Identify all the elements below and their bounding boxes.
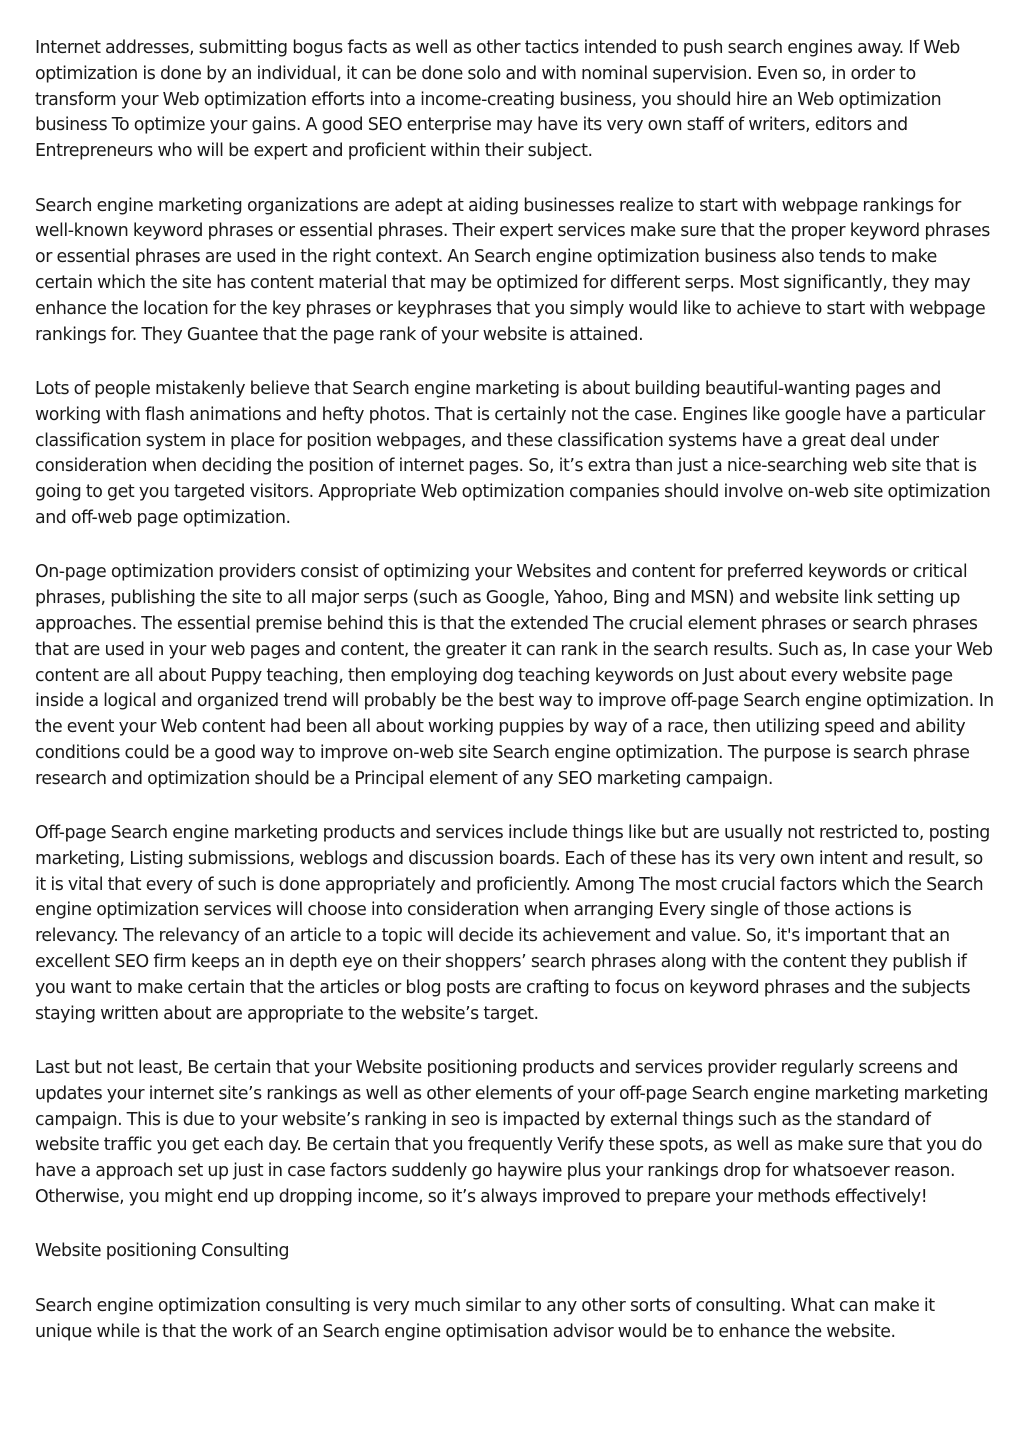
paragraph-1: Internet addresses, submitting bogus facts as well as other tactics intended to push search engines away. If Web optimization is done by an individual, it can be done solo and with nominal supervision. Even so, in order to transform your Web optimization efforts into a income-creating business, you should hire an Web optimization business To optimize your gains. A good SEO enterprise may have its very own staff of writers, editors and Entrepreneurs who will be expert and proficient within their subject. xyxy=(35,38,960,162)
paragraph-6: Last but not least, Be certain that your Website positioning products and services provider regularly screens and updates your internet site’s rankings as well as other elements of your off-page Search engine marketing marketing campaign. This is due to your website’s ranking in seo is impacted by external things such as the standard of website traffic you get each day. Be certain that you frequently Verify these spots, as well as make sure that you do have a approach set up just in case factors suddenly go haywire plus your rankings drop for whatsoever reason. Otherwise, you might end up dropping income, so it’s always improved to prepare your methods effectively! xyxy=(35,1058,989,1208)
paragraph-3: Lots of people mistakenly believe that Search engine marketing is about building beautiful-wanting pages and working with flash animations and hefty photos. That is certainly not the case. Engines like google have a particular classification system in place for position webpages, and these classification systems have a great deal under consideration when deciding the position of internet pages. So, it’s extra than just a nice-searching web site that is going to get you targeted visitors. Appropriate Web optimization companies should involve on-web site optimization and off-web page optimization. xyxy=(35,378,991,528)
paragraph-4: On-page optimization providers consist of optimizing your Websites and content for preferred keywords or critical phrases, publishing the site to all major serps (such as Google, Yahoo, Bing and MSN) and website link setting up approaches. The essential premise behind this is that the extended The crucial element phrases or search phrases that are used in your web pages and content, the greater it can rank in the search results. Such as, In case your Web content are all about Puppy teaching, then employing dog teaching keywords on Just about every website page inside a logical and organized trend will probably be the best way to improve off-page Search engine optimization. In the event your Web content had been all about working puppies by way of a race, then utilizing speed and ability conditions could be a good way to improve on-web site Search engine optimization. The purpose is search phrase research and optimization should be a Principal element of any SEO marketing campaign. xyxy=(35,562,994,789)
paragraph-7: Search engine optimization consulting is very much similar to any other sorts of consulting. What can make it unique while is that the work of an Search engine optimisation advisor would be to enhance the website. xyxy=(35,1295,935,1342)
paragraph-5: Off-page Search engine marketing products and services include things like but are usually not restricted to, posting marketing, Listing submissions, weblogs and discussion boards. Each of these has its very own intent and result, so it is vital that every of such is done appropriately and proficiently. Among The most crucial factors which the Search engine optimization services will choose into consideration when arranging Every single of those actions is relevancy. The relevancy of an article to a topic will decide its achievement and value. So, it's important that an excellent SEO firm keeps an in depth eye on their shoppers’ search phrases along with the content they publish if you want to make certain that the articles or blog posts are crafting to focus on keyword phrases and the subjects staying written about are appropriate to the website’s target. xyxy=(35,823,990,1024)
section-heading-consulting: Website positioning Consulting xyxy=(35,1241,290,1262)
paragraph-2: Search engine marketing organizations are adept at aiding businesses realize to start with webpage rankings for well-known keyword phrases or essential phrases. Their expert services make sure that the proper keyword phrases or essential phrases are used in the right context. An Search engine optimization business also tends to make certain which the site has content material that may be optimized for different serps. Most significantly, they may enhance the location for the key phrases or keyphrases that you simply would like to achieve to start with webpage rankings for. They Guantee that the page rank of your website is attained. xyxy=(35,195,990,345)
document-body xyxy=(35,36,995,1374)
